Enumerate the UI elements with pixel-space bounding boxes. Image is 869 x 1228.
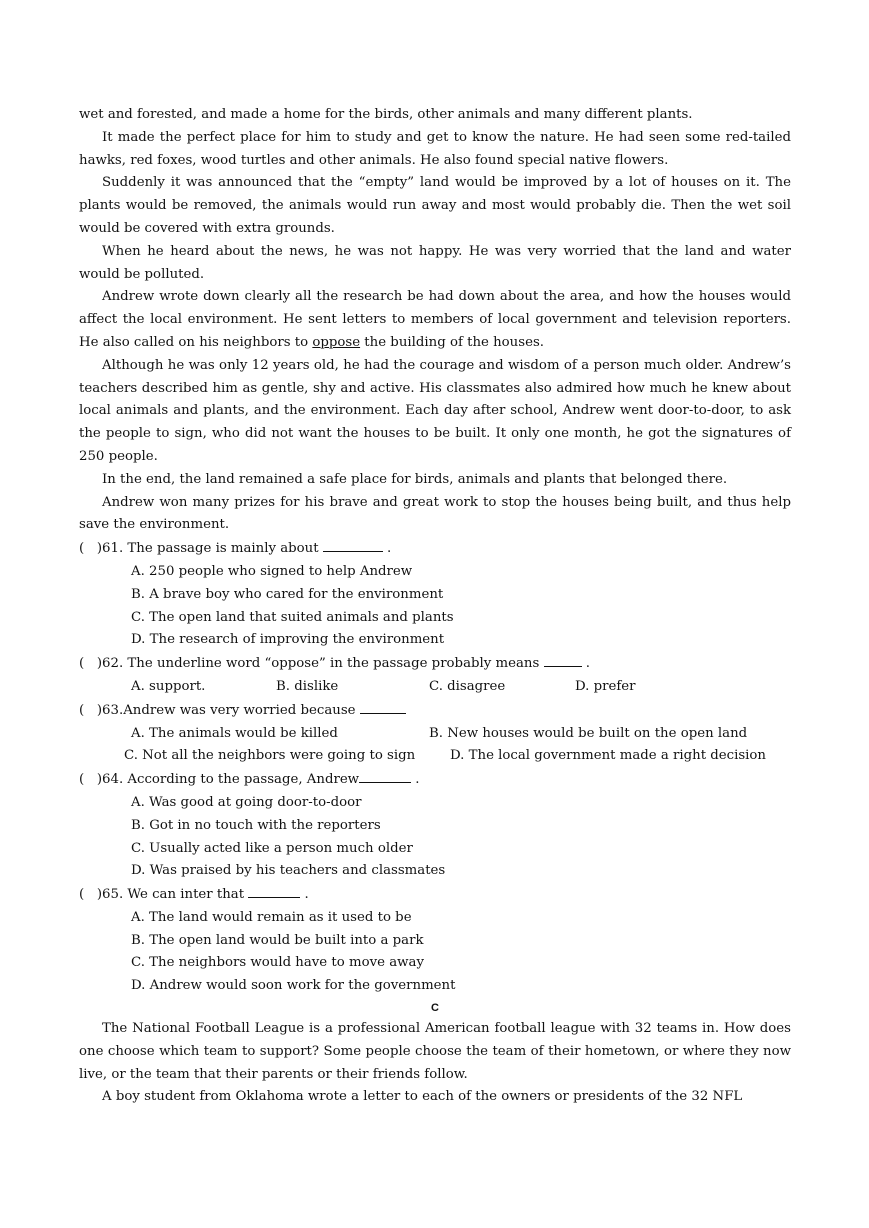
answer-blank xyxy=(248,883,300,898)
option-b: B. New houses would be built on the open land xyxy=(429,725,748,741)
question-stem: ( )61. The passage is mainly about xyxy=(79,541,323,557)
option-a: A. The animals would be killed xyxy=(131,725,338,741)
question-65 xyxy=(79,883,791,907)
question-62 xyxy=(79,652,791,676)
option-c: C. disagree xyxy=(429,678,506,694)
paragraph: It made the perfect place for him to study and get to know the nature. He had seen some red-tailed hawks, red foxes, wood turtles and other animals. He also found special native flowers. xyxy=(79,129,791,168)
option-c: C. Usually acted like a person much older xyxy=(131,840,413,856)
option-a: A. The land would remain as it used to be xyxy=(131,909,412,925)
paragraph-text: Andrew wrote down clearly all the research be had down about the area, and how the houses would affect the local environment. He sent letters to members of local government and television reporters. He also called on his neighbors to xyxy=(79,289,791,350)
question-61 xyxy=(79,537,791,561)
question-stem: ( )63.Andrew was very worried because xyxy=(79,702,360,718)
answer-blank xyxy=(359,768,411,783)
paragraph: Although he was only 12 years old, he had the courage and wisdom of a person much older. Andrew’s teachers described him as gentle, shy and active. His classmates also admired how much he knew about local animals and plants, and the environment. Each day after school, Andrew went door-to-door, to ask the people to sign, who did not want the houses to be built. It only one month, he got the signatures of 250 people. xyxy=(79,357,791,464)
option-b: B. A brave boy who cared for the environment xyxy=(131,586,444,602)
option-a: A. Was good at going door-to-door xyxy=(131,794,362,810)
option-a: A. 250 people who signed to help Andrew xyxy=(131,563,413,579)
options-row xyxy=(79,723,791,746)
paragraph: The National Football League is a professional American football league with 32 teams in. How does one choose which team to support? Some people choose the team of their hometown, or where they now live, or the team that their parents or their friends follow. xyxy=(79,1021,791,1082)
option-d: D. The research of improving the environment xyxy=(131,632,445,648)
paragraph: A boy student from Oklahoma wrote a letter to each of the owners or presidents of the 32 NFL xyxy=(102,1089,743,1105)
paragraph: Suddenly it was announced that the “empty” land would be improved by a lot of houses on it. The plants would be removed, the animals would run away and most would probably die. Then the wet soil would be covered with extra grounds. xyxy=(79,175,791,236)
answer-blank xyxy=(323,537,383,552)
option-b: B. Got in no touch with the reporters xyxy=(131,817,381,833)
paragraph: Andrew won many prizes for his brave and great work to stop the houses being built, and thus help save the environment. xyxy=(79,494,791,533)
question-stem: ( )64. According to the passage, Andrew xyxy=(79,772,360,788)
question-stem: ( )62. The underline word “oppose” in the passage probably means xyxy=(79,656,544,672)
question-stem-end: . xyxy=(382,541,392,557)
option-d: D. Was praised by his teachers and classmates xyxy=(131,863,446,879)
question-stem-end: . xyxy=(581,656,590,672)
question-stem-end: . xyxy=(411,772,420,788)
option-d: D. Andrew would soon work for the government xyxy=(131,978,456,994)
document-page xyxy=(79,104,791,1109)
answer-blank xyxy=(544,652,582,667)
option-c: C. Not all the neighbors were going to sign xyxy=(124,748,416,764)
question-stem: ( )65. We can inter that xyxy=(79,887,249,903)
option-d: D. prefer xyxy=(575,678,636,694)
paragraph: In the end, the land remained a safe place for birds, animals and plants that belonged there. xyxy=(102,471,728,487)
options-row xyxy=(79,676,791,699)
question-63 xyxy=(79,699,791,723)
answer-blank xyxy=(360,699,406,714)
section-heading: C xyxy=(431,1002,439,1015)
paragraph: When he heard about the news, he was not happy. He was very worried that the land and water would be polluted. xyxy=(79,243,791,282)
option-c: C. The neighbors would have to move away xyxy=(131,955,424,971)
option-d: D. The local government made a right decision xyxy=(450,748,766,764)
option-b: B. dislike xyxy=(276,678,339,694)
paragraph: wet and forested, and made a home for the birds, other animals and many different plants. xyxy=(79,107,693,122)
underlined-word: oppose xyxy=(312,334,361,350)
question-64 xyxy=(79,768,791,792)
question-stem-end: . xyxy=(300,887,309,903)
paragraph-text: the building of the houses. xyxy=(360,334,544,350)
options-row xyxy=(79,745,791,768)
option-a: A. support. xyxy=(131,678,206,694)
paragraph xyxy=(79,286,791,354)
option-c: C. The open land that suited animals and plants xyxy=(131,609,454,625)
option-b: B. The open land would be built into a park xyxy=(131,932,424,948)
